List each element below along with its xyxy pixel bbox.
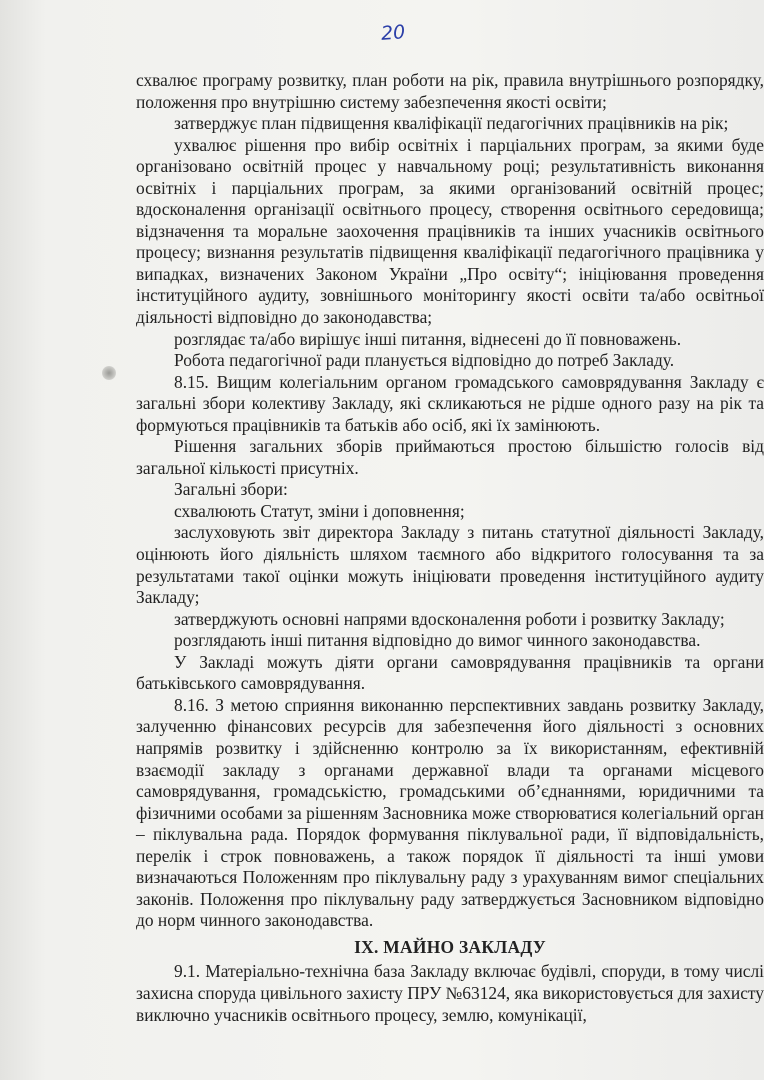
paragraph-2: затверджує план підвищення кваліфікації педагогічних працівників на рік; <box>174 113 729 134</box>
paragraph-final: 9.1. Матеріально-технічна база Закладу включає будівлі, споруди, в тому числі захисна споруда цивільного захисту ПРУ №63124, яка використовується для захисту виключно учасників освітнього процесу, землю, комунікації, <box>136 961 764 1025</box>
punch-hole-mark <box>102 366 116 380</box>
paragraph-10: заслуховують звіт директора Закладу з питань статутної діяльності Закладу, оцінюють його діяльність шляхом таємного або відкритого голосування та за результатами такої оцінки можуть ініціювати проведення інституційного аудиту Закладу; <box>136 522 764 608</box>
paragraph-11: затверджують основні напрями вдосконалення роботи і розвитку Закладу; <box>174 608 725 629</box>
handwritten-page-number: 20 <box>380 21 406 45</box>
paragraph-13: У Закладі можуть діяти органи самоврядування працівників та органи батьківського самоврядування. <box>136 651 764 694</box>
paragraph-6: 8.15. Вищим колегіальним органом громадського самоврядування Закладу є загальні збори колективу Закладу, які скликаються не рідше одного разу на рік та формуються працівників та батьків або осіб, які їх замінюють. <box>136 371 764 435</box>
paragraph-3: ухвалює рішення про вибір освітніх і парціальних програм, за якими буде організовано освітній процес у навчальному році; результативність виконання освітніх і парціальних програм, за якими організований освітній процес; вдосконалення організації освітнього процесу, створення освітнього середовища; відзначення та моральне заохочення працівників та інших учасників освітнього процесу; визнання результатів підвищення кваліфікації педагогічного працівника у випадках, визначених Законом України „Про освіту“; ініціювання проведення інституційного аудиту, зовнішнього моніторингу якості освіти та/або освітньої діяльності відповідно до законодавства; <box>136 134 764 328</box>
paragraph-12: розглядають інші питання відповідно до вимог чинного законодавства. <box>174 630 701 651</box>
paragraph-1: схвалює програму розвитку, план роботи на рік, правила внутрішнього розпорядку, положення про внутрішню систему забезпечення якості освіти; <box>136 70 764 112</box>
paragraph-4: розглядає та/або вирішує інші питання, віднесені до її повноважень. <box>174 328 682 349</box>
paragraph-8: Загальні збори: <box>174 479 288 500</box>
paragraph-14: 8.16. З метою сприяння виконанню перспективних завдань розвитку Закладу, залученню фінансових ресурсів для забезпечення його діяльності з основних напрямів розвитку і здійсненню контролю за їх використанням, ефективній взаємодії закладу з органами державної влади та органами місцевого самоврядування, громадськістю, громадськими об’єднаннями, юридичними та фізичними особами за рішенням Засновника може створюватися колегіальний орган – піклувальна рада. Порядок формування піклувальної ради, її відповідальність, перелік і строк повноважень, а також порядок її діяльності та інші умови визначаються Положенням про піклувальну раду з урахуванням вимог спеціальних законів. Положення про піклувальну раду затверджується Засновником відповідно до норм чинного законодавства. <box>136 694 764 931</box>
paragraph-7: Рішення загальних зборів приймаються простою більшістю голосів від загальної кількості присутніх. <box>136 436 764 478</box>
section-heading: IX. МАЙНО ЗАКЛАДУ <box>354 936 546 957</box>
paragraph-5: Робота педагогічної ради планується відповідно до потреб Закладу. <box>174 350 675 371</box>
document-body <box>136 70 764 1026</box>
paragraph-9: схвалюють Статут, зміни і доповнення; <box>174 500 465 521</box>
